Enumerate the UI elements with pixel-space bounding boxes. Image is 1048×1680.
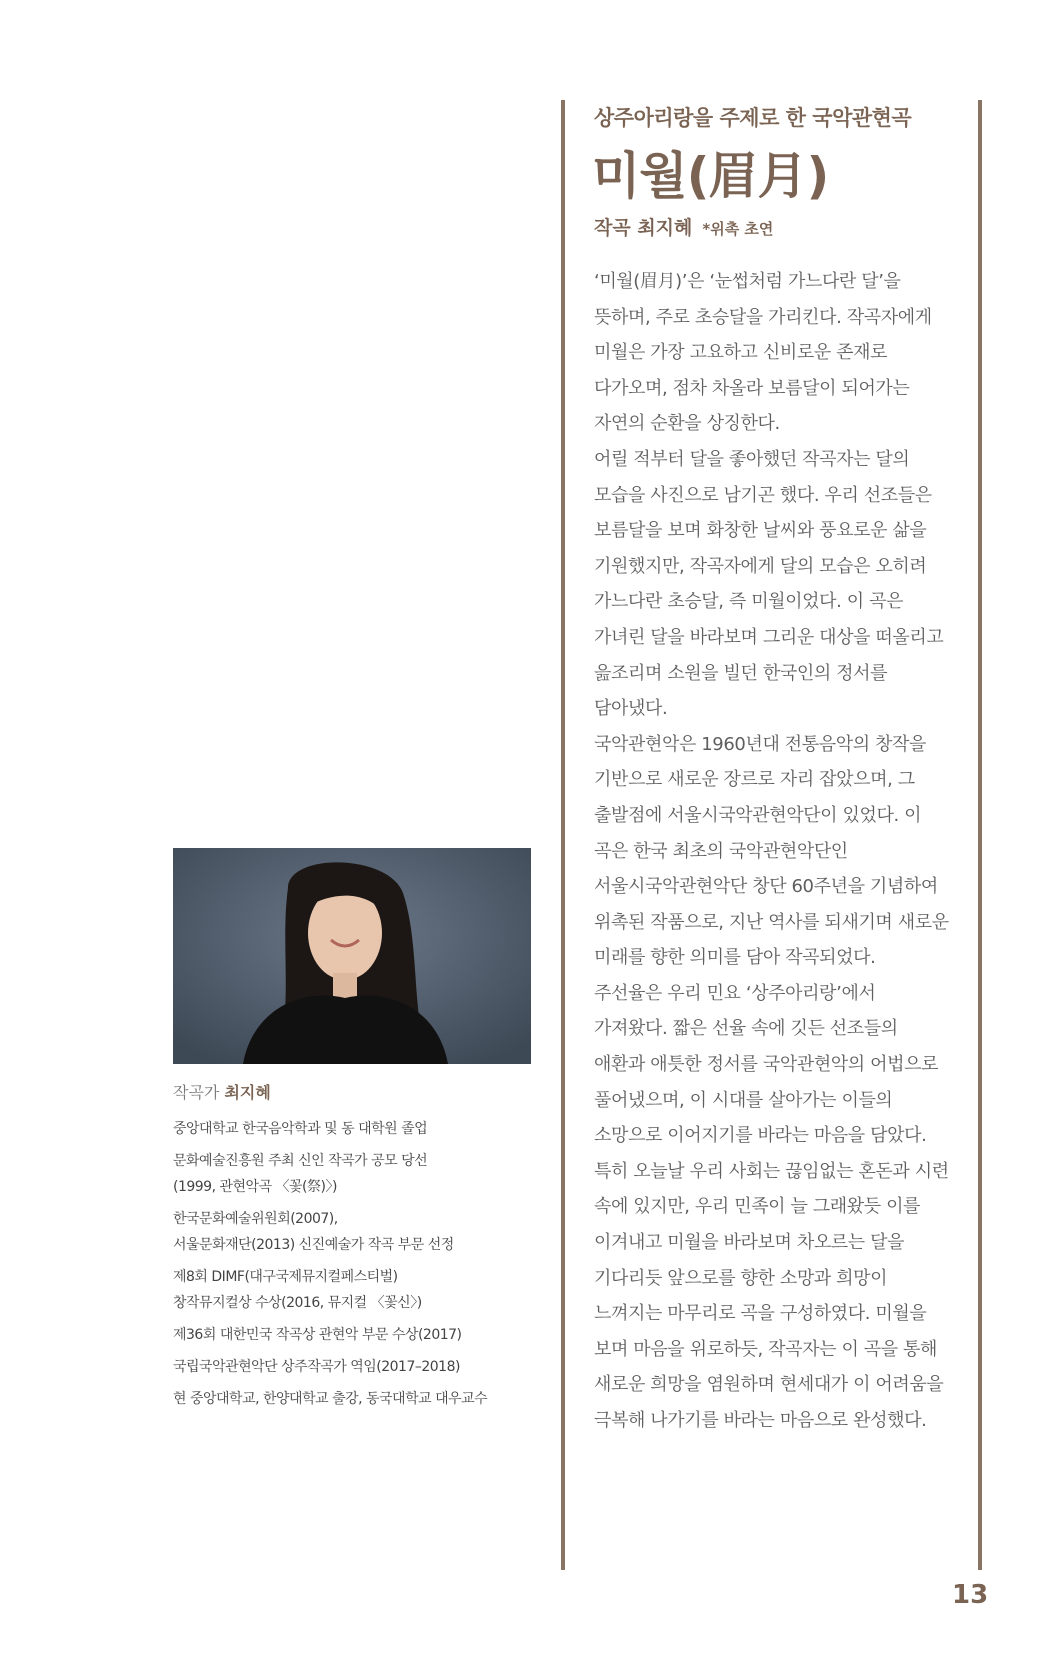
page-number: 13 — [952, 1580, 989, 1610]
left-vertical-rule — [561, 100, 565, 1570]
paragraph: 국악관현악은 1960년대 전통음악의 창작을 기반으로 새로운 장르로 자리 잡았으며, 그 출발점에 서울시국악관현악단이 있었다. 이 곡은 한국 최초의 국악관현악단인 서울시국악관현악단 창단 60주년을 기념하여 위촉된 작품으로, 지난 역사를 되새기며 새로운 미래를 향한 의미를 담아 작곡되었다. — [594, 733, 949, 969]
bio-item — [173, 1354, 553, 1380]
premiere-note: *위촉 초연 — [702, 220, 774, 238]
bio-label-prefix: 작곡가 — [173, 1083, 220, 1102]
bio-line: 한국문화예술위원회(2007), — [173, 1211, 338, 1227]
bio-line: (1999, 관현악곡 〈꽃(祭)〉) — [173, 1179, 337, 1195]
composer-credit: 작곡 최지혜 — [594, 217, 693, 239]
program-note — [594, 264, 950, 1439]
bio-line: 현 중앙대학교, 한양대학교 출강, 동국대학교 대우교수 — [173, 1391, 488, 1407]
bio-item — [173, 1206, 553, 1258]
paragraph: ‘미월(眉月)’은 ‘눈썹처럼 가느다란 달’을 뜻하며, 주로 초승달을 가리킨다. 작곡자에게 미월은 가장 고요하고 신비로운 존재로 다가오며, 점차 차올라 보름달이 되어가는 자연의 순환을 상징한다. — [594, 271, 932, 435]
bio-line: 제8회 DIMF(대구국제뮤지컬페스티벌) — [173, 1269, 398, 1285]
bio-line: 국립국악관현악단 상주작곡가 역임(2017–2018) — [173, 1359, 460, 1375]
bio-item — [173, 1386, 553, 1412]
composer-line — [594, 213, 773, 240]
bio-line: 서울문화재단(2013) 신진예술가 작곡 부문 선정 — [173, 1237, 454, 1253]
right-vertical-rule — [978, 100, 982, 1570]
paragraph: 주선율은 우리 민요 ‘상주아리랑’에서 가져왔다. 짧은 선율 속에 깃든 선조들의 애환과 애틋한 정서를 국악관현악의 어법으로 풀어냈으며, 이 시대를 살아가는 이들의 소망으로 이어지기를 바라는 마음을 담았다. — [594, 982, 939, 1147]
piece-subtitle: 상주아리랑을 주제로 한 국악관현곡 — [594, 106, 912, 130]
bio-item — [173, 1322, 553, 1348]
bio-item — [173, 1264, 553, 1316]
bio-line: 중앙대학교 한국음악학과 및 동 대학원 졸업 — [173, 1121, 428, 1137]
bio-label-name: 최지혜 — [224, 1083, 271, 1102]
paragraph: 어릴 적부터 달을 좋아했던 작곡자는 달의 모습을 사진으로 남기곤 했다. 우리 선조들은 보름달을 보며 화창한 날씨와 풍요로운 삶을 기원했지만, 작곡자에게 달의 모습은 오히려 가느다란 초승달, 즉 미월이었다. 이 곡은 가녀린 달을 바라보며 그리운 대상을 떠올리고 읊조리며 소원을 빌던 한국인의 정서를 담아냈다. — [594, 448, 944, 720]
bio-line: 문화예술진흥원 주최 신인 작곡가 공모 당선 — [173, 1153, 428, 1169]
bio-list — [173, 1116, 553, 1418]
portrait-illustration — [173, 848, 531, 1064]
composer-photo — [173, 848, 531, 1064]
bio-item — [173, 1116, 553, 1142]
bio-item — [173, 1148, 553, 1200]
bio-line: 창작뮤지컬상 수상(2016, 뮤지컬 〈꽃신〉) — [173, 1295, 422, 1311]
bio-label — [173, 1080, 271, 1103]
bio-line: 제36회 대한민국 작곡상 관현악 부문 수상(2017) — [173, 1327, 462, 1343]
piece-title: 미월(眉月) — [592, 147, 829, 205]
paragraph: 특히 오늘날 우리 사회는 끊임없는 혼돈과 시련 속에 있지만, 우리 민족이 늘 그래왔듯 이를 이겨내고 미월을 바라보며 차오르는 달을 기다리듯 앞으로를 향한 소망과 희망이 느껴지는 마무리로 곡을 구성하였다. 미월을 보며 마음을 위로하듯, 작곡자는 이 곡을 통해 새로운 희망을 염원하며 현세대가 이 어려움을 극복해 나가기를 바라는 마음으로 완성했다. — [594, 1160, 949, 1431]
